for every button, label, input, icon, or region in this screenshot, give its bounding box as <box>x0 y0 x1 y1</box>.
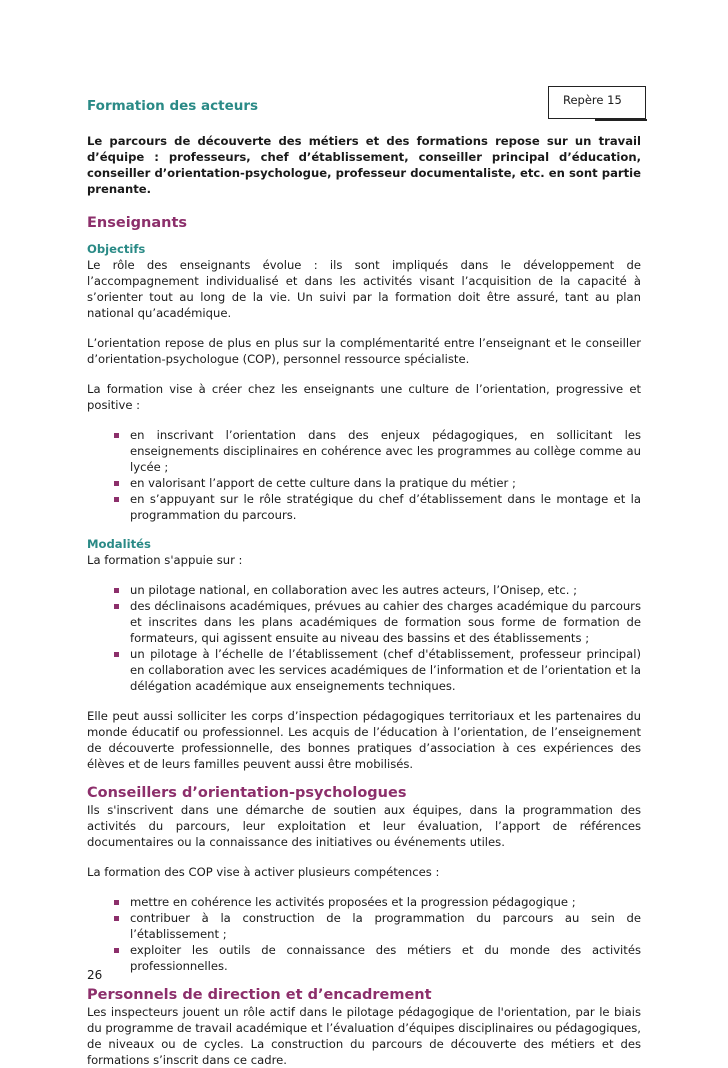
enseignants-paragraph-2: L’orientation repose de plus en plus sur la complémentarité entre l’enseignant et le conseiller d’orientation-psychologue (COP), personnel ressource spécialiste. <box>87 336 641 366</box>
direction-paragraph-1: Les inspecteurs jouent un rôle actif dans le pilotage pédagogique de l'orientation, par le biais du programme de travail académique et l’évaluation d’équipes disciplinaires ou pédagogiques, de niveaux ou de cycles. La construction du parcours de découverte des métiers et des formations s’inscrit dans ce cadre. <box>87 1005 641 1067</box>
enseignants-bullet-list-1 <box>87 427 641 523</box>
list-item: en inscrivant l’orientation dans des enjeux pédagogiques, en sollicitant les enseignements disciplinaires en cohérence avec les programmes au collège comme au lycée ; <box>113 427 641 475</box>
list-item: exploiter les outils de connaissance des métiers et du monde des activités professionnelles. <box>113 942 641 974</box>
enseignants-bullet-list-2 <box>87 582 641 694</box>
objectifs-heading: Objectifs <box>87 242 146 256</box>
cop-bullet-list <box>87 894 641 974</box>
list-item: en s’appuyant sur le rôle stratégique du chef d’établissement dans le montage et la programmation du parcours. <box>113 491 641 523</box>
page-number: 26 <box>87 968 103 982</box>
list-item: mettre en cohérence les activités proposées et la progression pédagogique ; <box>113 894 641 910</box>
cop-heading: Conseillers d’orientation-psychologues <box>87 785 407 801</box>
enseignants-paragraph-1: Le rôle des enseignants évolue : ils sont impliqués dans le développement de l’accompagnement individualisé et dans les activités visant l’acquisition de la capacité à s’orienter tout au long de la vie. Un suivi par la formation doit être assuré, tant au plan national qu’académique. <box>87 258 641 320</box>
list-item: en valorisant l’apport de cette culture dans la pratique du métier ; <box>113 475 641 491</box>
enseignants-paragraph-5: Elle peut aussi solliciter les corps d’inspection pédagogiques territoriaux et les partenaires du monde éducatif ou professionnel. Les acquis de l’éducation à l’orientation, de l’enseignement de découverte professionnelle, des bonnes pratiques d’association à ces expériences des élèves et de leurs familles peuvent aussi être mobilisés. <box>87 709 641 771</box>
list-item: un pilotage national, en collaboration avec les autres acteurs, l’Onisep, etc. ; <box>113 582 641 598</box>
cop-paragraph-1: Ils s'inscrivent dans une démarche de soutien aux équipes, dans la programmation des activités du parcours, leur exploitation et leur évaluation, l’apport de références documentaires ou la connaissance des initiatives ou événements utiles. <box>87 803 641 849</box>
cop-paragraph-2: La formation des COP vise à activer plusieurs compétences : <box>87 865 440 879</box>
intro-paragraph: Le parcours de découverte des métiers et des formations repose sur un travail d’équipe : professeurs, chef d’établissement, conseiller principal d’éducation, conseiller d’orientation-psychologue, professeur documentaliste, etc. en sont partie prenante. <box>87 134 641 196</box>
page-title: Formation des acteurs <box>87 98 259 114</box>
list-item: contribuer à la construction de la programmation du parcours au sein de l’établissement ; <box>113 910 641 942</box>
repere-label: Repère 15 <box>563 93 622 107</box>
page-content <box>87 98 641 1068</box>
list-item: un pilotage à l’échelle de l’établissement (chef d'établissement, professeur principal) en collaboration avec les services académiques de l’information et de l’orientation et la délégation académique aux enseignements techniques. <box>113 646 641 694</box>
modalites-heading: Modalités <box>87 537 151 551</box>
enseignants-paragraph-3: La formation vise à créer chez les enseignants une culture de l’orientation, progressive et positive : <box>87 382 641 412</box>
direction-heading: Personnels de direction et d’encadrement <box>87 987 432 1003</box>
enseignants-paragraph-4: La formation s'appuie sur : <box>87 553 243 567</box>
list-item: des déclinaisons académiques, prévues au cahier des charges académique du parcours et inscrites dans les plans académiques de formation sous forme de formation de formateurs, qui agissent ensuite au niveau des bassins et des établissements ; <box>113 598 641 646</box>
enseignants-heading: Enseignants <box>87 215 188 231</box>
